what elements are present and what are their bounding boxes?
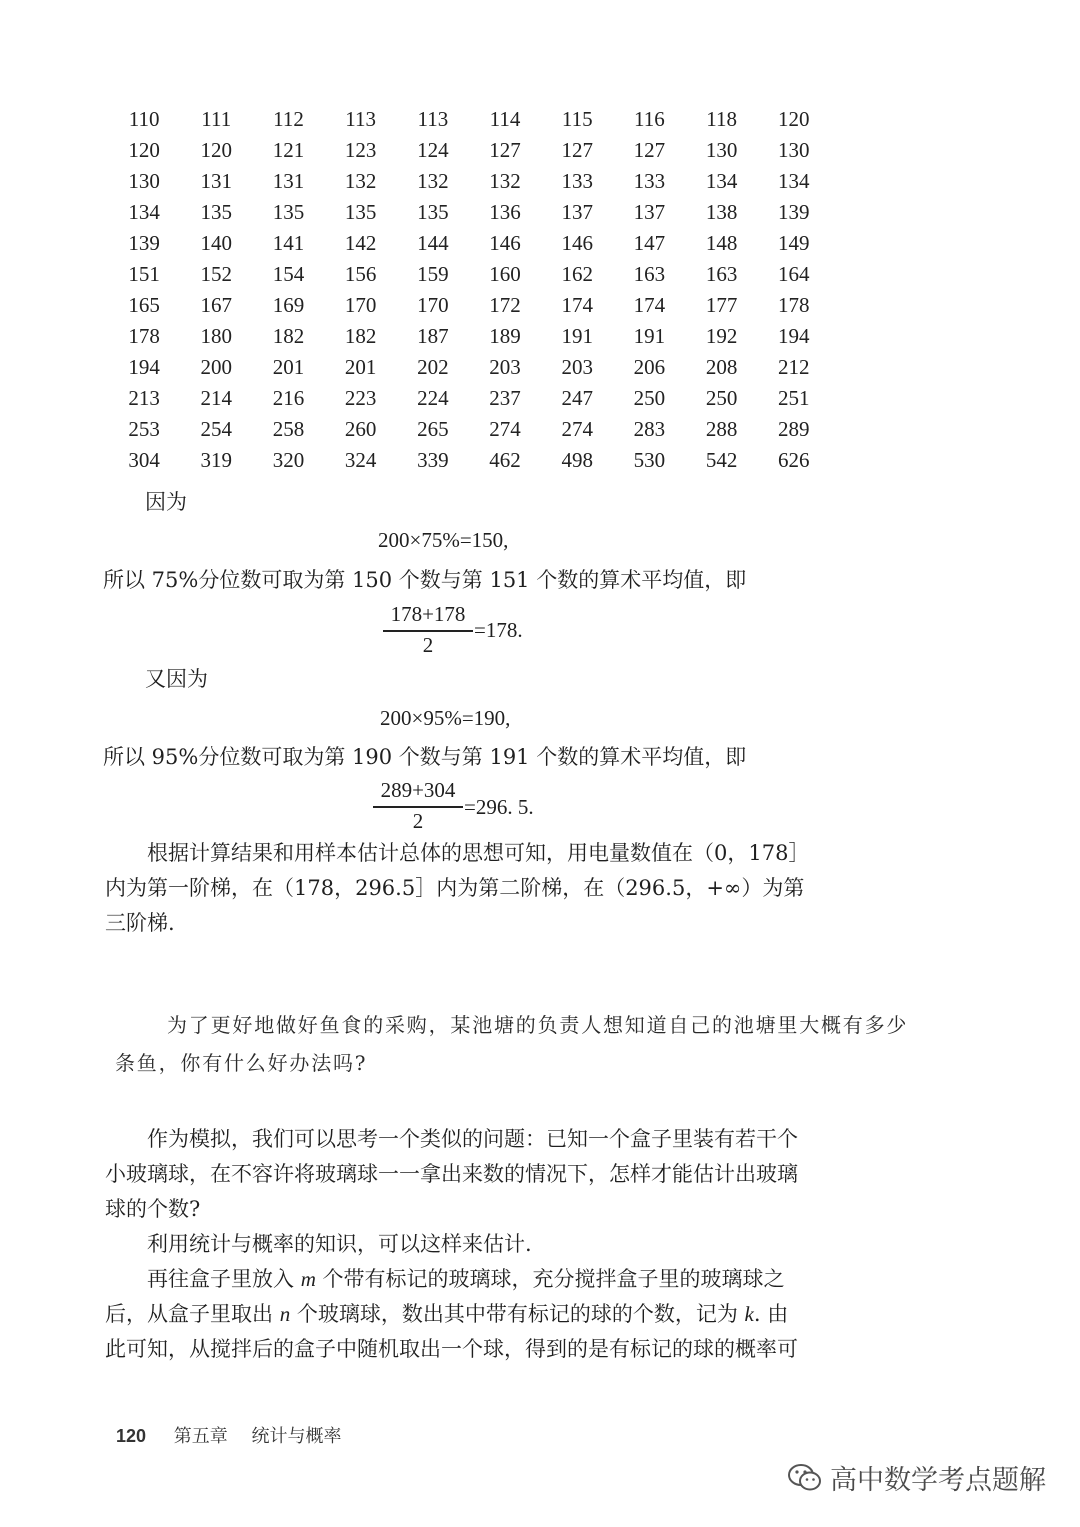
conclusion-line: 内为第一阶梯，在（178，296.5］内为第二阶梯，在（296.5，+∞）为第 bbox=[105, 876, 805, 900]
table-cell: 274 bbox=[561, 417, 593, 441]
table-cell: 462 bbox=[489, 448, 521, 472]
table-cell: 213 bbox=[128, 386, 160, 410]
table-cell: 137 bbox=[633, 200, 666, 224]
table-cell: 542 bbox=[705, 448, 738, 472]
table-cell: 192 bbox=[705, 324, 738, 348]
table-cell: 123 bbox=[344, 138, 377, 162]
table-cell: 254 bbox=[200, 417, 233, 441]
table-cell: 174 bbox=[561, 293, 593, 317]
table-cell: 130 bbox=[128, 169, 160, 193]
table-cell: 139 bbox=[128, 231, 160, 255]
table-cell: 127 bbox=[633, 138, 666, 162]
table-cell: 127 bbox=[489, 138, 521, 162]
table-cell: 120 bbox=[200, 138, 233, 162]
table-cell: 140 bbox=[200, 231, 233, 255]
var-k: k bbox=[744, 1302, 754, 1326]
table-cell: 120 bbox=[778, 107, 810, 131]
table-cell: 165 bbox=[128, 293, 160, 317]
table-cell: 149 bbox=[778, 231, 810, 255]
because-text-1: 因为 bbox=[145, 490, 187, 514]
table-cell: 135 bbox=[272, 200, 305, 224]
table-cell: 162 bbox=[561, 262, 593, 286]
table-cell: 147 bbox=[633, 231, 666, 255]
page-footer bbox=[116, 1422, 342, 1448]
equation-1: 200×75%=150, bbox=[378, 528, 509, 552]
table-cell: 289 bbox=[778, 417, 810, 441]
simulation-line: 作为模拟，我们可以思考一个类似的问题：已知一个盒子里装有若干个 bbox=[147, 1127, 798, 1151]
table-cell: 182 bbox=[344, 324, 377, 348]
percentile-95-statement: 所以 95%分位数可取为第 190 个数与第 191 个数的算术平均值，即 bbox=[103, 745, 747, 769]
table-cell: 121 bbox=[272, 138, 305, 162]
table-cell: 146 bbox=[561, 231, 593, 255]
var-m: m bbox=[300, 1267, 316, 1291]
table-cell: 156 bbox=[344, 262, 377, 286]
table-cell: 132 bbox=[489, 169, 521, 193]
table-cell: 202 bbox=[417, 355, 449, 379]
chapter-label: 第五章 bbox=[173, 1426, 228, 1447]
electricity-data-table bbox=[108, 104, 830, 476]
table-cell: 135 bbox=[417, 200, 449, 224]
var-n: n bbox=[279, 1302, 291, 1326]
table-cell: 203 bbox=[489, 355, 521, 379]
table-cell: 132 bbox=[417, 169, 449, 193]
table-cell: 172 bbox=[489, 293, 521, 317]
table-row bbox=[108, 104, 830, 135]
table-cell: 191 bbox=[561, 324, 593, 348]
table-cell: 133 bbox=[561, 169, 593, 193]
table-cell: 224 bbox=[417, 386, 449, 410]
table-cell: 178 bbox=[778, 293, 810, 317]
thinking-line: 为了更好地做好鱼食的采购，某池塘的负责人想知道自己的池塘里大概有多少 bbox=[167, 1013, 909, 1037]
table-cell: 178 bbox=[128, 324, 160, 348]
table-cell: 154 bbox=[272, 262, 305, 286]
table-cell: 138 bbox=[705, 200, 738, 224]
table-cell: 139 bbox=[778, 200, 810, 224]
table-cell: 324 bbox=[344, 448, 377, 472]
fraction-2-numerator: 289+304 bbox=[380, 778, 456, 802]
fraction-2 bbox=[373, 777, 463, 835]
table-cell: 260 bbox=[344, 417, 377, 441]
table-cell: 110 bbox=[128, 107, 160, 131]
table-cell: 134 bbox=[705, 169, 738, 193]
table-row bbox=[108, 135, 830, 166]
table-cell: 135 bbox=[200, 200, 233, 224]
watermark-text: 高中数学考点题解 bbox=[830, 1465, 1046, 1496]
table-cell: 142 bbox=[344, 231, 377, 255]
table-cell: 120 bbox=[128, 138, 160, 162]
table-cell: 212 bbox=[778, 355, 810, 379]
table-cell: 208 bbox=[705, 355, 738, 379]
table-cell: 159 bbox=[417, 262, 449, 286]
conclusion-line: 三阶梯. bbox=[105, 911, 175, 935]
table-row bbox=[108, 414, 830, 445]
method-line-3: 此可知，从搅拌后的盒子中随机取出一个球，得到的是有标记的球的概率可 bbox=[105, 1337, 798, 1361]
table-cell: 112 bbox=[273, 107, 304, 131]
table-cell: 137 bbox=[561, 200, 593, 224]
chapter-title: 统计与概率 bbox=[251, 1426, 342, 1447]
table-cell: 206 bbox=[633, 355, 666, 379]
table-cell: 113 bbox=[417, 107, 449, 131]
table-cell: 136 bbox=[489, 200, 521, 224]
table-cell: 214 bbox=[200, 386, 233, 410]
simulation-line: 球的个数? bbox=[105, 1197, 201, 1221]
table-cell: 133 bbox=[633, 169, 666, 193]
table-cell: 182 bbox=[272, 324, 305, 348]
table-cell: 170 bbox=[417, 293, 449, 317]
table-cell: 180 bbox=[200, 324, 233, 348]
table-cell: 253 bbox=[128, 417, 160, 441]
table-cell: 134 bbox=[128, 200, 160, 224]
table-cell: 131 bbox=[200, 169, 233, 193]
equation-2: 200×95%=190, bbox=[380, 706, 511, 730]
table-cell: 151 bbox=[128, 262, 160, 286]
table-cell: 169 bbox=[272, 293, 305, 317]
table-row bbox=[108, 166, 830, 197]
table-cell: 191 bbox=[633, 324, 666, 348]
table-row bbox=[108, 228, 830, 259]
table-cell: 288 bbox=[705, 417, 738, 441]
table-cell: 113 bbox=[345, 107, 377, 131]
table-cell: 135 bbox=[344, 200, 377, 224]
simulation-paragraph bbox=[105, 1122, 835, 1367]
table-cell: 498 bbox=[561, 448, 593, 472]
table-cell: 530 bbox=[633, 448, 666, 472]
table-cell: 194 bbox=[128, 355, 160, 379]
conclusion-line: 根据计算结果和用样本估计总体的思想可知，用电量数值在（0，178］ bbox=[147, 841, 810, 865]
because-text-2: 又因为 bbox=[145, 667, 208, 691]
table-cell: 247 bbox=[561, 386, 593, 410]
table-cell: 146 bbox=[489, 231, 521, 255]
table-cell: 148 bbox=[705, 231, 738, 255]
table-cell: 124 bbox=[417, 138, 449, 162]
table-cell: 144 bbox=[417, 231, 449, 255]
method-line-1: 再往盒子里放入 m 个带有标记的玻璃球，充分搅拌盒子里的玻璃球之 bbox=[147, 1267, 785, 1291]
table-cell: 152 bbox=[200, 262, 233, 286]
percentile-75-statement: 所以 75%分位数可取为第 150 个数与第 151 个数的算术平均值，即 bbox=[103, 568, 747, 592]
table-cell: 203 bbox=[561, 355, 593, 379]
table-cell: 265 bbox=[417, 417, 449, 441]
page-number: 120 bbox=[116, 1426, 147, 1446]
table-cell: 163 bbox=[633, 262, 666, 286]
fraction-1-denominator: 2 bbox=[422, 633, 434, 657]
simulation-line: 小玻璃球，在不容许将玻璃球一一拿出来数的情况下，怎样才能估计出玻璃 bbox=[105, 1162, 798, 1186]
fraction-2-denominator: 2 bbox=[412, 809, 424, 833]
table-cell: 177 bbox=[705, 293, 738, 317]
table-row bbox=[108, 321, 830, 352]
table-cell: 274 bbox=[489, 417, 521, 441]
table-row bbox=[108, 383, 830, 414]
thinking-line: 条鱼，你有什么好办法吗? bbox=[115, 1051, 368, 1075]
table-cell: 626 bbox=[778, 448, 810, 472]
estimation-intro-line: 利用统计与概率的知识，可以这样来估计. bbox=[147, 1232, 532, 1256]
table-cell: 116 bbox=[634, 107, 665, 131]
table-cell: 141 bbox=[272, 231, 305, 255]
table-row bbox=[108, 197, 830, 228]
table-cell: 320 bbox=[272, 448, 305, 472]
conclusion-paragraph bbox=[105, 836, 835, 941]
table-cell: 339 bbox=[417, 448, 449, 472]
table-cell: 174 bbox=[633, 293, 666, 317]
table-cell: 201 bbox=[344, 355, 377, 379]
table-cell: 189 bbox=[489, 324, 521, 348]
method-line-2: 后，从盒子里取出 n 个玻璃球，数出其中带有标记的球的个数，记为 k. 由 bbox=[105, 1302, 789, 1326]
table-cell: 114 bbox=[489, 107, 521, 131]
table-row bbox=[108, 259, 830, 290]
table-cell: 111 bbox=[201, 107, 232, 131]
table-row bbox=[108, 352, 830, 383]
table-cell: 200 bbox=[200, 355, 233, 379]
table-row bbox=[108, 445, 830, 476]
table-cell: 170 bbox=[344, 293, 377, 317]
fraction-1-numerator: 178+178 bbox=[390, 602, 466, 626]
table-cell: 163 bbox=[705, 262, 738, 286]
table-cell: 130 bbox=[778, 138, 810, 162]
fraction-2-result: =296. 5. bbox=[464, 795, 534, 819]
table-cell: 250 bbox=[705, 386, 738, 410]
wechat-icon bbox=[786, 1462, 824, 1494]
table-cell: 187 bbox=[417, 324, 449, 348]
table-cell: 194 bbox=[778, 324, 810, 348]
table-cell: 251 bbox=[778, 386, 810, 410]
table-cell: 127 bbox=[561, 138, 593, 162]
table-cell: 319 bbox=[200, 448, 233, 472]
thinking-prompt bbox=[115, 1006, 935, 1082]
table-cell: 115 bbox=[561, 107, 593, 131]
table-cell: 283 bbox=[633, 417, 666, 441]
table-cell: 304 bbox=[128, 448, 160, 472]
table-cell: 160 bbox=[489, 262, 521, 286]
table-cell: 250 bbox=[633, 386, 666, 410]
table-cell: 201 bbox=[272, 355, 305, 379]
table-cell: 223 bbox=[344, 386, 377, 410]
table-cell: 258 bbox=[272, 417, 305, 441]
table-row bbox=[108, 290, 830, 321]
watermark bbox=[786, 1458, 1046, 1497]
table-cell: 130 bbox=[705, 138, 738, 162]
table-cell: 131 bbox=[272, 169, 305, 193]
fraction-1 bbox=[383, 601, 473, 659]
table-cell: 134 bbox=[778, 169, 810, 193]
table-cell: 164 bbox=[778, 262, 810, 286]
table-cell: 216 bbox=[272, 386, 305, 410]
table-cell: 132 bbox=[344, 169, 377, 193]
fraction-1-result: =178. bbox=[474, 618, 523, 642]
table-cell: 167 bbox=[200, 293, 233, 317]
table-cell: 237 bbox=[489, 386, 521, 410]
table-cell: 118 bbox=[706, 107, 737, 131]
